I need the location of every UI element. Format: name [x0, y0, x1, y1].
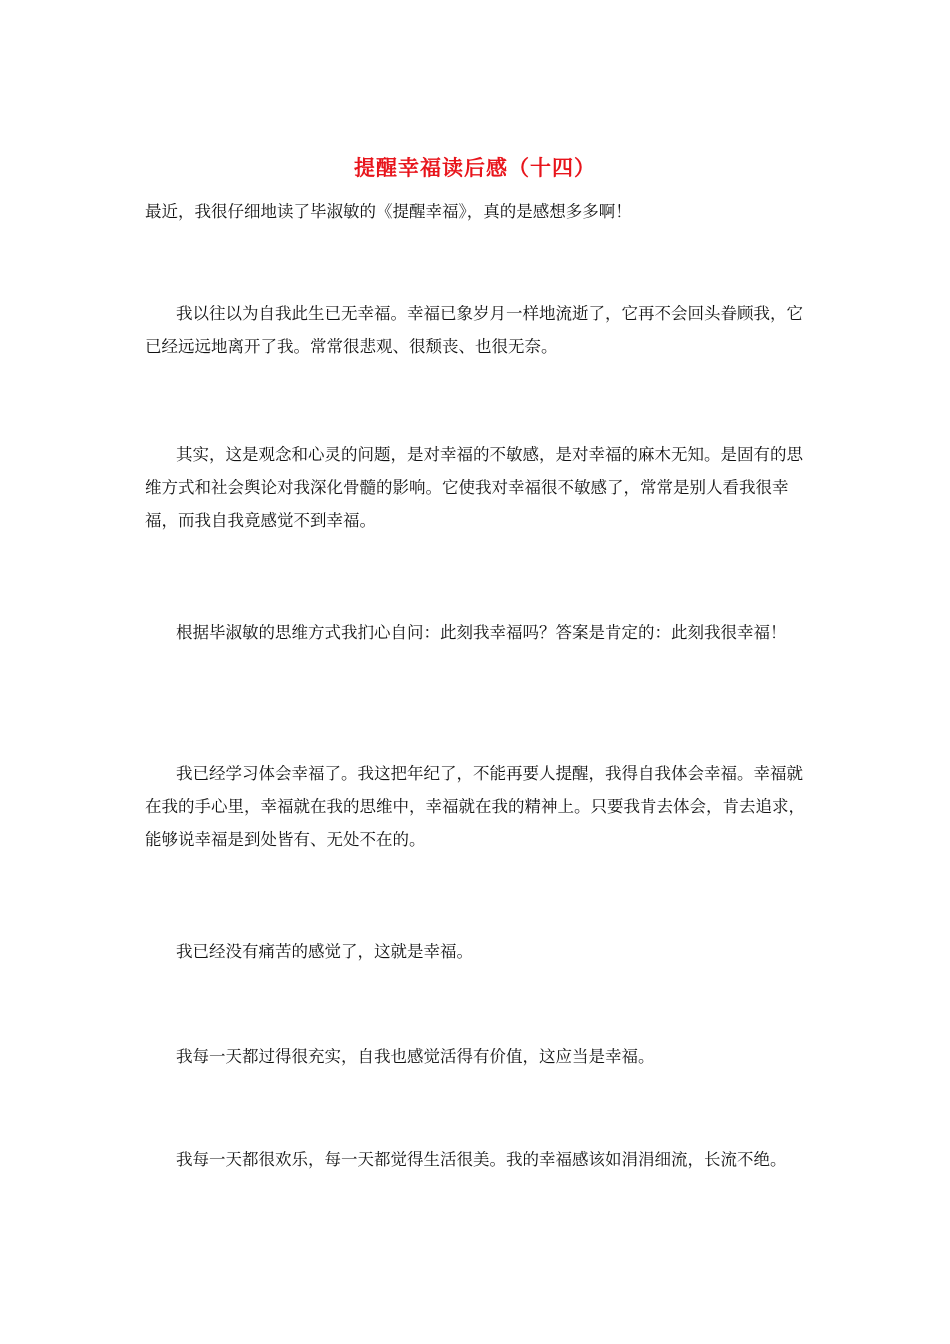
- document-title: 提醒幸福读后感（十四）: [354, 155, 596, 180]
- paragraph-5: 我已经没有痛苦的感觉了，这就是幸福。: [176, 942, 473, 961]
- paragraph-2: 其实，这是观念和心灵的问题，是对幸福的不敏感，是对幸福的麻木无知。是固有的思维方式和社会舆论对我深化骨髓的影响。它使我对幸福很不敏感了，常常是别人看我很幸福，而我自我竟感觉不到幸福。: [145, 445, 803, 530]
- paragraph-6: 我每一天都过得很充实，自我也感觉活得有价值，这应当是幸福。: [176, 1047, 655, 1066]
- paragraph-3: 根据毕淑敏的思维方式我扪心自问：此刻我幸福吗？答案是肯定的：此刻我很幸福！: [176, 623, 787, 642]
- paragraph-intro: 最近，我很仔细地读了毕淑敏的《提醒幸福》，真的是感想多多啊！: [145, 202, 632, 221]
- paragraph-1: 我以往以为自我此生已无幸福。幸福已象岁月一样地流逝了，它再不会回头眷顾我，它已经远远地离开了我。常常很悲观、很颓丧、也很无奈。: [145, 304, 803, 356]
- paragraph-7: 我每一天都很欢乐，每一天都觉得生活很美。我的幸福感该如涓涓细流，长流不绝。: [176, 1150, 787, 1169]
- paragraph-4: 我已经学习体会幸福了。我这把年纪了，不能再要人提醒，我得自我体会幸福。幸福就在我的手心里，幸福就在我的思维中，幸福就在我的精神上。只要我肯去体会，肯去追求，能够说幸福是到处皆有、无处不在的。: [145, 764, 805, 849]
